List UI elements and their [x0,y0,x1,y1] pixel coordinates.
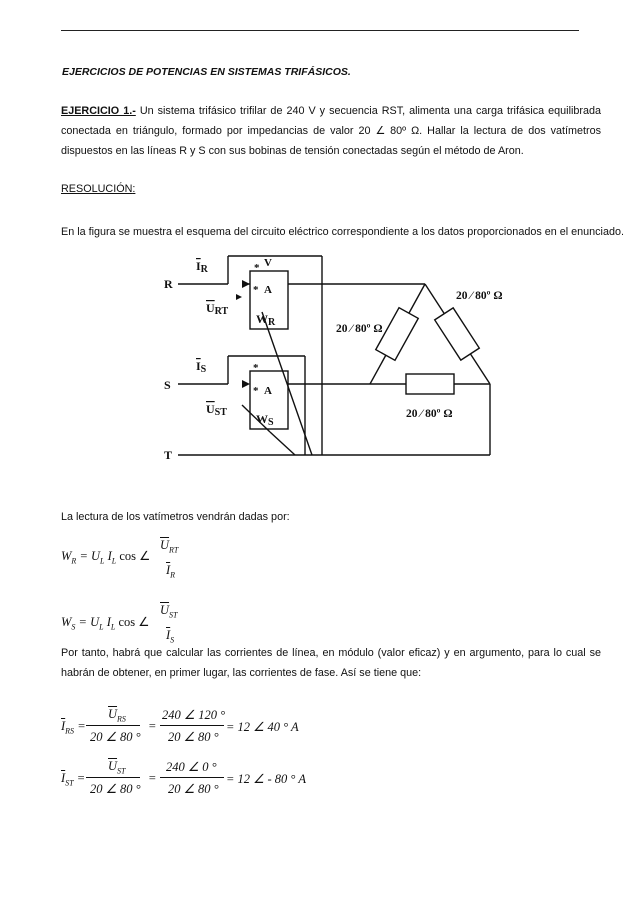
wattmeter-r-star-a: * [253,284,259,296]
calc-intro: Por tanto, habrá que calcular las corrientes de línea, en módulo (valor eficaz) y en argumento, para lo cual se habrán de obtener, en primer lugar, las corrientes de fase. Así se tiene que: [61,647,601,679]
formula-wr-sub1: L [100,556,105,566]
eq-irs-den1: 20 ∠ 80 ° [90,730,141,744]
formula-ws-lhs-sub: S [71,622,76,632]
formula-ws-rhs2: I [103,615,111,629]
eq-ist-lhs [61,771,85,788]
eq-ist-num1-sym: $\overline{U}$ [108,759,118,773]
eq-ist-lhs-sym: $\overline{I}$ [61,771,66,785]
eq-ist-lhs-sub: ST [65,778,74,788]
impedance-right [435,308,480,360]
eq-irs-lhs-sym: $\overline{I}$ [61,719,66,733]
eq-irs-den2: 20 ∠ 80 ° [168,730,219,744]
formula-ws-bottom-sub: S [170,635,175,645]
current-s-arrow [242,380,250,388]
eq-irs-result: = 12 ∠ 40 ° A [226,720,299,734]
exercise-label: EJERCICIO 1.- [61,105,136,117]
formula-wr-rhs2: I [104,549,112,563]
formula-wr-top-sym: $\overline{U}$ [160,538,170,552]
line-r-label: R [164,277,173,291]
eq-ist-frac2 [160,777,224,778]
eq-irs-num1-sub: RS [117,714,126,724]
resolution-colon: : [132,183,136,195]
line-t-label: T [164,448,173,462]
document-title: EJERCICIOS DE POTENCIAS EN SISTEMAS TRIFÁSICOS. [62,66,351,78]
formula-ws-bottom-sym: $\overline{I}$ [166,628,171,642]
wattmeter-s-a-terminal: A [264,385,272,397]
eq-irs-frac2 [160,725,224,726]
figure-intro: En la figura se muestra el esquema del circuito eléctrico correspondiente a los datos proporcionados en el enunciado. [61,226,624,238]
formula-wr-cos: cos ∠ [116,549,151,563]
wattmeter-r-v-terminal: V [264,257,272,269]
eq-irs-num1 [108,707,126,724]
wattmeter-s-star-a: * [253,385,259,397]
line-s-label: S [164,378,171,392]
formula-wr-lhs-sub: R [71,556,77,566]
wattmeter-s-star-v: * [253,362,259,374]
eq-ist-result: = 12 ∠ - 80 ° A [226,772,306,786]
wattmeter-s-label: WS [256,412,274,428]
eq-ist-den1: 20 ∠ 80 ° [90,782,141,796]
wattmeter-r-star-v: * [254,262,260,274]
eq-irs-num1-sym: $\overline{U}$ [108,707,118,721]
current-r-label: IR [196,259,208,275]
eq-ist-den2: 20 ∠ 80 ° [168,782,219,796]
formula-wr-sub2: L [111,556,117,566]
formula-ws-rhs: = U [78,615,100,629]
wattmeter-r-a-terminal: A [264,284,272,296]
impedance-left-label: 20 ⁄ 80º Ω [336,323,383,335]
formula-wr [61,548,150,566]
eq-ist-frac1 [86,777,140,778]
eq-irs-num2: 240 ∠ 120 ° [162,708,226,722]
eq-irs-eq2: = [148,719,157,733]
resolution-heading-text: RESOLUCIÓN [61,183,133,195]
voltage-st-label: UST [206,402,227,418]
formula-wr-bottom-sym: $\overline{I}$ [166,563,171,577]
formula-wr-lhs: W [61,549,72,563]
eq-ist-num1-sub: ST [117,766,126,776]
formula-ws-top-sub: ST [169,610,178,620]
eq-irs-eq1: = [77,719,86,733]
exercise-text: Un sistema trifásico trifilar de 240 V y secuencia RST, alimenta una carga trifásica equilibrada conectada en triángulo, formado por impedancias de valor 20 ∠ 80º Ω. Hallar la lectura de dos vatímetros dispuestos en las líneas R y S con sus bobinas de tensión conectadas según el método de Aron. [61,105,601,157]
eq-ist-num1 [108,759,125,776]
current-s-label: IS [196,359,207,375]
formula-ws-sub1: L [99,622,104,632]
impedance-bottom-label: 20 ⁄ 80º Ω [406,408,453,420]
eq-irs-frac1 [86,725,140,726]
formula-wr-rhs: = U [79,549,101,563]
wattmeter-r-label: WR [256,312,276,328]
readings-intro: La lectura de los vatímetros vendrán dadas por: [61,511,290,523]
voltage-rt-label: URT [206,301,229,317]
impedance-bottom [406,374,454,394]
formula-ws-cos: cos ∠ [115,615,150,629]
eq-ist-num2: 240 ∠ 0 ° [166,760,217,774]
formula-wr-bottom-sub: R [170,570,176,580]
eq-irs-lhs [61,719,86,736]
current-r-arrow [242,280,250,288]
formula-ws [61,614,149,632]
impedance-right-label: 20 ⁄ 80º Ω [456,290,503,302]
formula-ws-top-sym: $\overline{U}$ [160,603,170,617]
eq-ist-eq1: = [76,771,86,785]
eq-irs-lhs-sub: RS [65,726,75,736]
formula-wr-top-sub: RT [169,545,179,555]
formula-wr-top [160,538,178,555]
eq-ist-eq2: = [148,771,157,785]
formula-ws-lhs: W [61,615,72,629]
formula-ws-sub2: L [110,622,116,632]
formula-wr-bottom [166,563,175,580]
formula-ws-top [160,603,177,620]
